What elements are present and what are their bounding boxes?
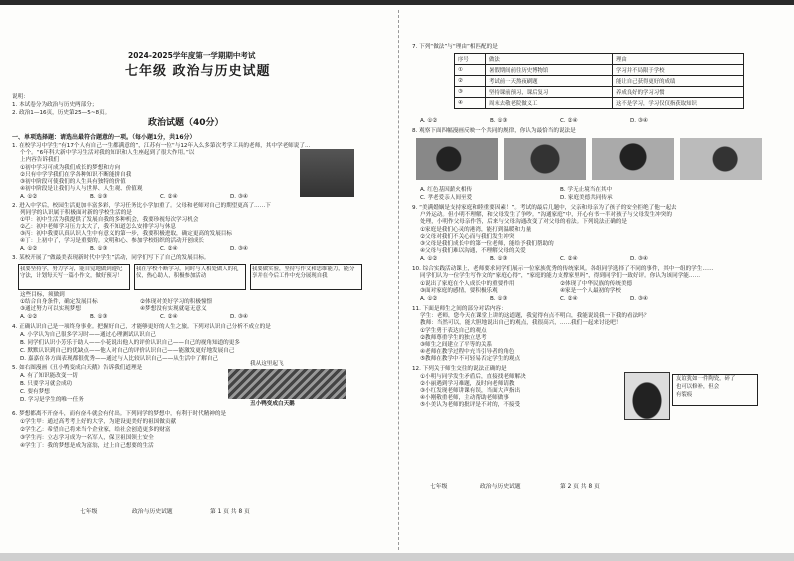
option: ②学生乙：希望自己将来当个企业家，给社会创造更多的财富 <box>20 427 171 433</box>
choice-a: A. ①② <box>20 194 38 200</box>
choice-a: A. ①② <box>20 314 38 320</box>
comic-title: 丑小鸭变成白天鹅 <box>250 401 295 407</box>
table-cell: ③ <box>455 87 486 98</box>
table-cell: ② <box>455 76 486 87</box>
choice-d: D. ③④ <box>230 194 248 200</box>
option: ①甲：初中生活为我提供了发展自我的多种机会，我要珍视每次学习机会 <box>20 217 199 223</box>
comic-panel-4 <box>680 138 762 180</box>
choice-d: D. ③④ <box>230 314 248 320</box>
table-header: 理由 <box>613 54 744 65</box>
option: ②父母对我们不关心而与我们发生冲突 <box>420 234 515 240</box>
quote-line: 友谊犹如一件陶瓷，碎了 <box>676 376 736 382</box>
choice-b: B. ①③ <box>490 118 508 124</box>
left-page <box>10 22 382 534</box>
comic-image <box>228 369 346 399</box>
footer-subject: 政治与历史试题 <box>132 509 173 515</box>
question-1: 上内容告诉我们 <box>20 157 60 163</box>
quote-line: 有裂痕 <box>676 392 693 398</box>
option: ②体现了中华民族的传统美德 <box>560 281 633 287</box>
option: ③父母是我们成长中的第一位老师，能给予我们帮助的 <box>420 241 554 247</box>
question-5: 5. 如右图漫画《丑小鸭变成白天鹅》告诉我们道理是 <box>12 365 143 371</box>
table-row <box>455 65 744 76</box>
choice-b: B. ①③ <box>90 246 108 252</box>
question-1: 个个。“6年科大新中学习生活对我的知识和人生座起到了很大作用。”以 <box>20 150 195 156</box>
question-1: 1. 在校学习中学生“有17个人有自己一生都满意的”，江苏有一位“与12年入么多第次考学工具的老师，其中学老师说了... <box>12 143 311 149</box>
table-cell: 这不是学习，学习仅仅指获取知识 <box>613 98 744 109</box>
matching-table <box>454 53 744 109</box>
table-header: 序号 <box>455 54 486 65</box>
page-divider <box>398 10 399 550</box>
option: ④丁：上初中了，学习是重要的。文明和心、参加学校组织的活动开创成长 <box>20 238 205 244</box>
choice-d: D. ③④ <box>630 256 648 262</box>
table-row <box>455 98 744 109</box>
table-row <box>455 87 744 98</box>
choice-a: A. ①② <box>420 118 438 124</box>
question-7: 7. 下列“做法”与“理由”相匹配的是 <box>412 44 498 50</box>
quote-line: 也可以修补，但会 <box>676 384 720 390</box>
question-9: 9. “美满婚姻是支持家庭和睦重要因素！”。考试的最后几题中，父亲和母亲为了孩子的安全拒绝了他一起去 <box>412 205 677 211</box>
table-cell: 学习并不局限于学校 <box>613 65 744 76</box>
option: ③通过努力可以实现梦想 <box>20 306 81 312</box>
option: ①学生甲：通过高考考上好的大学，为建设更美好的祖国做贡献 <box>20 419 177 425</box>
table-cell: 周末去敬老院做义工 <box>486 98 613 109</box>
question-11: 学生：老师，您今天在课堂上讲的这道题，我觉得有点不明白，我能说说我一下我的看法吗？ <box>420 313 650 319</box>
goal-text: 我要坚持学，努力学习，能自觉地做到遵纪守法，计划每天写一篇小作文，做好预习！ <box>20 266 123 279</box>
exam-header: 2024-2025学年度第一学期期中考试 <box>128 51 256 60</box>
table-cell: ④ <box>455 98 486 109</box>
question-2: 列同学的认识属于积极面对新的学校生活的是 <box>20 210 132 216</box>
option: ③丙：初中我要认真认识人生中有意义的第一步，我要积极进取，确定更高的发展目标 <box>20 231 232 237</box>
table-cell: 能让自己获得更好的成绩 <box>613 76 744 87</box>
option: C. 要有梦想 <box>20 389 50 395</box>
choice-b: B. ①③ <box>90 194 108 200</box>
table-cell: 坚持课前预习，课后复习 <box>486 87 613 98</box>
option: ②乙：初中老师学习压力太大了，我不知道怎么安排学习与休息 <box>20 224 177 230</box>
table-cell: 养成良好的学习习惯 <box>613 87 744 98</box>
option: ②教师尊重学生的独立思考 <box>420 335 487 341</box>
question-6: 6. 梦想都离不开奋斗，而有奋斗就会有付出。下列同学的梦想中，有利于时代精神的是 <box>12 411 227 417</box>
comic-panel-2 <box>504 138 586 180</box>
option: ①结合自身条件，确定发展目标 <box>20 299 98 305</box>
comic-caption: 我从这里起飞 <box>250 361 284 367</box>
choice-d: D. ③④ <box>230 246 248 252</box>
option: ③初中阶段可使我们的人生具有独特的价值 <box>20 179 126 185</box>
option: ④老师在教学过程中充当引导者的角色 <box>420 349 515 355</box>
portrait-photo <box>300 149 354 197</box>
exam-title: 七年级 政治与历史试题 <box>125 64 271 79</box>
choice-d: D. ③④ <box>630 118 648 124</box>
choice-a: A. ①② <box>420 256 438 262</box>
instruction-line: 说明： <box>12 94 29 100</box>
option: ④父母与我们难以沟通，不理解父母的关爱 <box>420 248 526 254</box>
option: ①家庭是我们心灵的港湾，能打到温暖和力量 <box>420 227 532 233</box>
option: B. 学无止境当在其中 <box>560 187 613 193</box>
choice-c: C. ②④ <box>160 194 178 200</box>
scan-edge-bottom <box>0 553 794 561</box>
option: ②体现对美好学习的积极憧憬 <box>140 299 213 305</box>
option: ①说出了家庭在个人成长中的重要作用 <box>420 281 515 287</box>
goal-text: 我在学校不断学习，同时与人相处做人的礼仪，热心助人，积极参加活动 <box>136 266 239 279</box>
option: ②小丽遇到学习难题，及时向老师请教 <box>420 381 515 387</box>
question-11: 11. 下面是师生之间的部分对话内容： <box>412 306 507 312</box>
footer-grade: 七年级 <box>80 509 98 515</box>
option: ④梦想没有实现就毫无意义 <box>140 306 207 312</box>
right-page <box>410 22 782 534</box>
question-3: 3. 某校开展了“做最美表现新时代中学生”活动，同学们写下了自己的发展目标。 <box>12 255 210 261</box>
choice-a: A. ①② <box>20 246 38 252</box>
option: A. 红色基因薪火相传 <box>420 187 473 193</box>
option: D. 学习是学生的唯一任务 <box>20 397 84 403</box>
option: A. 有了知识能改变一切 <box>20 373 78 379</box>
comic-panel-1 <box>416 138 498 180</box>
option: ①学生勇于表达自己的观点 <box>420 328 487 334</box>
option: C. 孝老爱亲人间至爱 <box>420 195 473 201</box>
question-10: 10. 综合实践活动课上，老师要求同学们展示一位家族优秀的传统家风。各组同学选择了不同的事件，其中一组的学生…… <box>412 266 714 272</box>
option: ⑤教师在教学中不可轻易否定学生的观点 <box>420 356 521 362</box>
choice-c: C. ②④ <box>560 296 578 302</box>
choice-b: B. ①③ <box>90 314 108 320</box>
option: ③师生之间建立了平等的关系 <box>420 342 493 348</box>
footer-page: 第 2 页 共 8 页 <box>560 484 600 490</box>
option: ③小红发现老师讲课有误，当面大声指出 <box>420 388 521 394</box>
option: ⑤小美认为老师的批评是不对的，不接受 <box>420 402 521 408</box>
question-12: 12. 下列关于师生交往的说法正确的是 <box>412 366 507 372</box>
choice-b: B. ①③ <box>490 296 508 302</box>
part-heading: 一、单项选择题：请选出最符合题意的一项。（每小题1分，共16分） <box>12 134 196 141</box>
table-cell: ① <box>455 65 486 76</box>
scan-edge-top <box>0 0 794 5</box>
option: ②只有中学学我们在学各种知识不断能拼自我 <box>20 172 132 178</box>
option: B. 同学们认识小芳乐于助人——小花说出他人的评价认识自己——自己的视角知道的更多 <box>20 340 240 346</box>
option: ④学生丁：我的梦想是成为富翁，过上自己想要的生活 <box>20 443 154 449</box>
question-9: 处理，小明作父母亲作答，后来与父母沟通改变了对父母的看法。下列说法正确的是 <box>420 219 627 225</box>
option: C. 默默认识到自己的优缺点——他人对自己的评价认识自己——能激发更好地发展自己 <box>20 348 235 354</box>
option: A. 小学认为自己很多学习时——通过心理测试认识自己 <box>20 332 156 338</box>
option: D. 嘉嘉在各方面表现都很优秀——通过与人比较认识自己——从生活中了解自己 <box>20 356 219 362</box>
option: ①初中学习可成为我们成长的梦想和方向 <box>20 165 121 171</box>
option: ④小刚敬重老师，主动帮助老师做事 <box>420 395 509 401</box>
question-10: 同学们认为一位学生写作文的“家庭心得”，“家庭的能力支撑家里吗”，得到同学们一致好评。你认为该同学能…… <box>420 273 701 279</box>
question-4: 4. 正确认识自己是一项终身事业。把握好自己，才能够更好的人生之旅。下列对认识自己分析不成立的是 <box>12 324 271 330</box>
option: 这些目标，须做到 <box>20 292 65 298</box>
option: ③面对家庭的感情，要积极乐观 <box>420 288 498 294</box>
goal-text: 我要做实验，坚持写作文和思维能力，能分享并在今后工作中充分展现自我 <box>252 266 355 279</box>
section-title: 政治试题（40分） <box>148 118 224 128</box>
comic-panel-3 <box>592 138 674 180</box>
table-cell: 考试前一天熬夜刷题 <box>486 76 613 87</box>
vase-image <box>624 372 670 420</box>
option: ①小明与同学发生矛盾后，直接找老师解决 <box>420 374 526 380</box>
option: ③学生丙：立志学习成为一名军人，保卫祖国领土安全 <box>20 435 154 441</box>
choice-c: C. ②④ <box>560 256 578 262</box>
option: ④家是一个人最初的学校 <box>560 288 621 294</box>
question-8: 8. 观察下面四幅漫画反映一个共同的规律，你认为最恰当的说法是 <box>412 128 576 134</box>
question-9: 户外运动。但小明不理解，和父母发生了争吵。“沟通家庭”中，开心有书一半对孩子与父母发生冲突的 <box>420 212 672 218</box>
choice-c: C. ②④ <box>560 118 578 124</box>
instruction-line: 1. 本试卷分为政治与历史两部分； <box>12 102 98 108</box>
option: B. 只要学习就会成功 <box>20 381 73 387</box>
option: ④初中阶段是让我们与人与世界、人生观、价值观 <box>20 186 143 192</box>
question-2: 2. 进入中学后，校园生活更加丰富多彩，学习任务比小学加重了。父母和老师对自己的期望更高了……下 <box>12 203 271 209</box>
instruction-line: 2. 政治1—16页，历史第25—5~8页。 <box>12 110 111 116</box>
table-row <box>455 76 744 87</box>
table-cell: 暑假期间前往历史博物馆 <box>486 65 613 76</box>
table-header: 做法 <box>486 54 613 65</box>
footer-grade: 七年级 <box>430 484 448 490</box>
choice-d: D. ③④ <box>630 296 648 302</box>
choice-c: C. ②④ <box>160 246 178 252</box>
footer-subject: 政治与历史试题 <box>480 484 521 490</box>
choice-b: B. ①③ <box>490 256 508 262</box>
footer-page: 第 1 页 共 8 页 <box>210 509 250 515</box>
question-11: 教师：当然可以，能大胆地说出自己的观点，我很高兴，……我们一起来讨论吧！ <box>420 320 622 326</box>
choice-c: C. ②④ <box>160 314 178 320</box>
option: D. 家庭美德共同传承 <box>560 195 613 201</box>
choice-a: A. ①② <box>420 296 438 302</box>
